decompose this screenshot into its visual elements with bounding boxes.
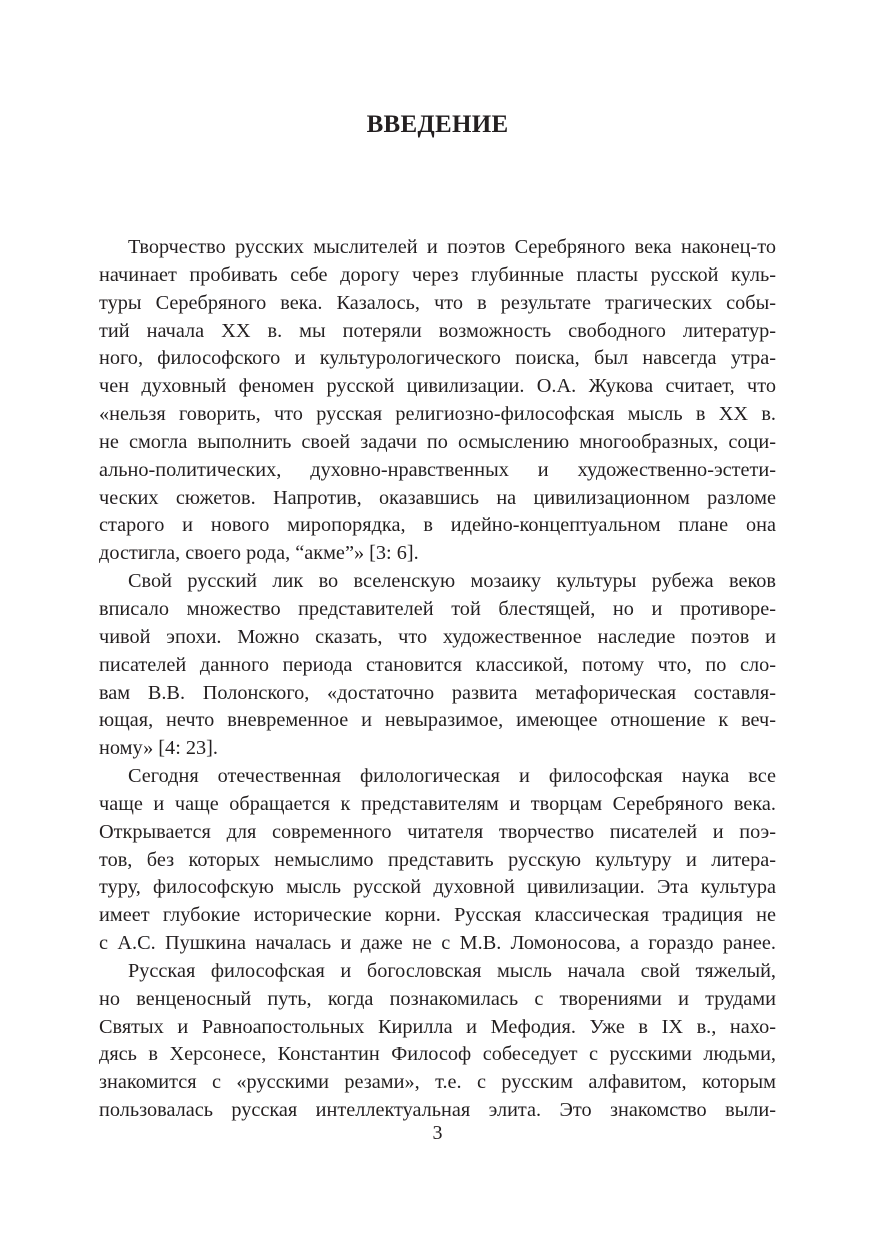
text-line: Сегодня отечественная филологическая и философская наука все [128, 765, 776, 788]
text-line: ческих сюжетов. Напротив, оказавшись на цивилизационном разломе [99, 486, 776, 509]
text-line: вам В.В. Полонского, «достаточно развита метафорическая составля- [99, 681, 776, 704]
text-line: Открывается для современного читателя творчество писателей и поэ- [99, 820, 776, 843]
text-line: чен духовный феномен русской цивилизации. О.А. Жукова считает, что [99, 375, 776, 398]
text-line: достигла, своего рода, “акме”» [3: 6]. [99, 542, 419, 565]
text-line: ющая, нечто вневременное и невыразимое, имеющее отношение к веч- [99, 709, 776, 732]
text-line: туры Серебряного века. Казалось, что в результате трагических собы- [99, 291, 776, 314]
text-line: ного, философского и культурологического поиска, был навсегда утра- [99, 347, 776, 370]
page-title: ВВЕДЕНИЕ [366, 111, 509, 138]
body-text [99, 234, 776, 1125]
text-line: чивой эпохи. Можно сказать, что художественное наследие поэтов и [99, 625, 776, 648]
text-line: ному» [4: 23]. [99, 737, 219, 760]
text-line: Святых и Равноапостольных Кирилла и Мефодия. Уже в IX в., нахо- [99, 1015, 776, 1038]
text-line: имеет глубокие исторические корни. Русская классическая традиция не [99, 904, 776, 927]
text-line: Творчество русских мыслителей и поэтов Серебряного века наконец-то [128, 236, 776, 258]
text-line: дясь в Херсонесе, Константин Философ собеседует с русскими людьми, [99, 1043, 776, 1066]
text-line: Свой русский лик во вселенскую мозаику культуры рубежа веков [128, 570, 776, 593]
text-line: начинает пробивать себе дорогу через глубинные пласты русской куль- [99, 263, 776, 286]
text-line: писателей данного периода становится классикой, потому что, по сло- [99, 653, 776, 676]
text-line: чаще и чаще обращается к представителям и творцам Серебряного века. [99, 792, 776, 815]
text-line: тов, без которых немыслимо представить русскую культуру и литера- [99, 848, 776, 871]
text-line: «нельзя говорить, что русская религиозно-философская мысль в XX в. [99, 403, 776, 426]
page-number: 3 [432, 1122, 443, 1144]
text-line: не смогла выполнить своей задачи по осмыслению многообразных, соци- [99, 430, 776, 453]
text-line: вписало множество представителей той блестящей, но и противоре- [99, 597, 776, 620]
text-line: Русская философская и богословская мысль начала свой тяжелый, [128, 959, 776, 982]
text-line: ально-политических, духовно-нравственных и художественно-эстети- [99, 458, 776, 481]
text-line: туру, философскую мысль русской духовной цивилизации. Эта культура [99, 876, 776, 899]
text-line: пользовалась русская интеллектуальная элита. Это знакомство выли- [99, 1099, 776, 1122]
text-line: с А.С. Пушкина началась и даже не с М.В. Ломоносова, а гораздо ранее. [99, 932, 776, 955]
text-line: тий начала XX в. мы потеряли возможность свободного литератур- [99, 319, 776, 342]
text-line: старого и нового миропорядка, в идейно-концептуальном плане она [99, 514, 776, 537]
text-line: но венценосный путь, когда познакомилась с творениями и трудами [99, 987, 776, 1010]
text-line: знакомится с «русскими резами», т.е. с русским алфавитом, которым [99, 1071, 776, 1094]
